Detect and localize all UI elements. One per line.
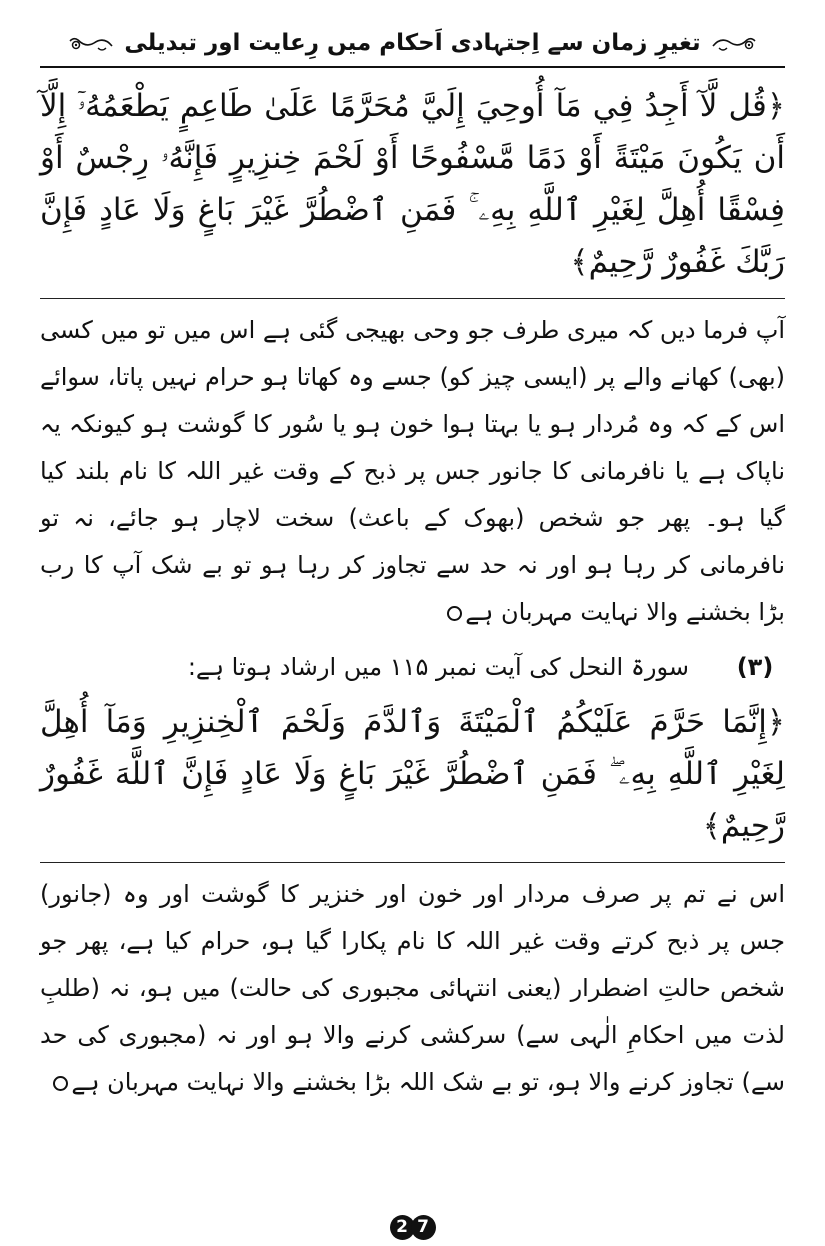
page-number-digit: 7: [411, 1215, 436, 1240]
numbered-point: [40, 644, 785, 690]
point-number: (۳): [736, 653, 774, 681]
page-footer: [0, 1212, 825, 1242]
floral-ornament-icon: [711, 32, 757, 54]
translation-text: آپ فرما دیں کہ میری طرف جو وحی بھیجی گئی ہے اس میں تو میں کسی (بھی) کھانے والے پر (ایسی چیز کو) جسے وہ کھاتا ہو حرام نہیں پاتا، سوائے اس کے کہ وہ مُردار ہو یا بہتا ہوا خون ہو یا سُور کا گوشت ہو کیونکہ یہ ناپاک ہے یا نافرمانی کا جانور جس پر ذبح کے وقت غیر اللہ کا نام بلند کیا گیا ہو۔ پھر جو شخص (بھوک کے باعث) سخت لاچار ہو جائے، نہ تو نافرمانی کر رہا ہو اور نہ حد سے تجاوز کر رہا ہو تو بے شک آپ کا رب بڑا بخشنے والا نہایت مہربان ہے: [40, 316, 785, 626]
quran-verse: ﴿إِنَّمَا حَرَّمَ عَلَيْكُمُ ٱلْمَيْتَةَ وَٱلدَّمَ وَلَحْمَ ٱلْخِنزِيرِ وَمَآ أُهِلَّ لِغَيْرِ ٱللَّهِ بِهِۦ ۖ فَمَنِ ٱضْطُرَّ غَيْرَ بَاغٍ وَلَا عَادٍ فَإِنَّ ٱللَّهَ غَفُورٌ رَّحِيمٌ﴾: [40, 704, 785, 844]
quran-verse: ﴿قُل لَّآ أَجِدُ فِي مَآ أُوحِيَ إِلَيَّ مُحَرَّمًا عَلَىٰ طَاعِمٍ يَطْعَمُهُۥٓ إِلَّآ أَن يَكُونَ مَيْتَةً أَوْ دَمًا مَّسْفُوحًا أَوْ لَحْمَ خِنزِيرٍ فَإِنَّهُۥ رِجْسٌ أَوْ فِسْقًا أُهِلَّ لِغَيْرِ ٱللَّهِ بِهِۦ ۚ فَمَنِ ٱضْطُرَّ غَيْرَ بَاغٍ وَلَا عَادٍ فَإِنَّ رَبَّكَ غَفُورٌ رَّحِيمٌ﴾: [40, 88, 785, 280]
translation-text: اس نے تم پر صرف مردار اور خون اور خنزیر کا گوشت اور وہ (جانور) جس پر ذبح کرتے وقت غیر اللہ کا نام پکارا گیا ہو، حرام کیا ہے، پھر جو شخص حالتِ اضطرار (یعنی انتہائی مجبوری کی حالت) میں ہو، نہ (طلبِ لذت میں احکامِ الٰہی سے) سرکشی کرنے والا ہو اور نہ (مجبوری کی حد سے) تجاوز کرنے والا ہو، تو بے شک اللہ بڑا بخشنے والا نہایت مہربان ہے: [40, 880, 785, 1096]
running-header: [40, 18, 785, 68]
page-content: [40, 74, 785, 1106]
point-text: سورۃ النحل کی آیت نمبر ۱۱۵ میں ارشاد ہوتا ہے:: [187, 653, 689, 681]
verse-end-circle-icon: [447, 606, 462, 621]
divider: [40, 298, 785, 299]
page-number-digit: 2: [390, 1215, 415, 1240]
divider: [40, 862, 785, 863]
header-title: تغیرِ زمان سے اِجتہادی اَحکام میں رِعایت اور تبدیلی: [124, 30, 701, 56]
floral-ornament-icon: [68, 32, 114, 54]
verse-translation: [40, 307, 785, 636]
page-number: [392, 1215, 434, 1240]
verse-translation: [40, 871, 785, 1106]
header-divider: [40, 66, 785, 68]
verse-end-circle-icon: [53, 1076, 68, 1091]
